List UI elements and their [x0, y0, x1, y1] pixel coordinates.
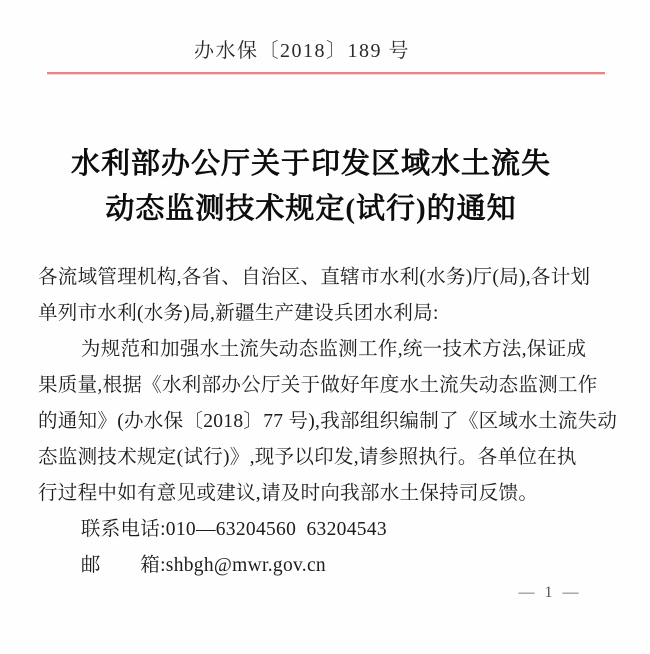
- document-body: [38, 260, 623, 584]
- paragraph-line-3: 的通知》(办水保〔2018〕77 号),我部组织编制了《区域水土流失动: [38, 411, 618, 432]
- paragraph-line-2: 果质量,根据《水利部办公厅关于做好年度水土流失动态监测工作: [38, 375, 598, 396]
- paragraph-line-4: 态监测技术规定(试行)》,现予以印发,请参照执行。各单位在执: [38, 447, 577, 468]
- paragraph-line-5: 行过程中如有意见或建议,请及时向我部水土保持司反馈。: [38, 483, 539, 504]
- red-divider-line: [47, 72, 605, 74]
- contact-email-line: 邮 箱:shbgh@mwr.gov.cn: [80, 555, 326, 576]
- document-reference-number: 办水保〔2018〕189 号: [194, 40, 410, 62]
- document-title: [0, 142, 622, 232]
- recipients-line-1: 各流域管理机构,各省、自治区、直辖市水利(水务)厅(局),各计划: [38, 267, 591, 288]
- page-number: — 1 —: [518, 584, 582, 601]
- paragraph-line-1: 为规范和加强水土流失动态监测工作,统一技术方法,保证成: [80, 339, 587, 360]
- contact-phone-line: 联系电话:010—63204560 63204543: [80, 519, 387, 540]
- document-title-line-2: 动态监测技术规定(试行)的通知: [105, 193, 517, 225]
- recipients-line-2: 单列市水利(水务)局,新疆生产建设兵团水利局:: [38, 303, 439, 324]
- document-title-line-1: 水利部办公厅关于印发区域水土流失: [70, 148, 551, 180]
